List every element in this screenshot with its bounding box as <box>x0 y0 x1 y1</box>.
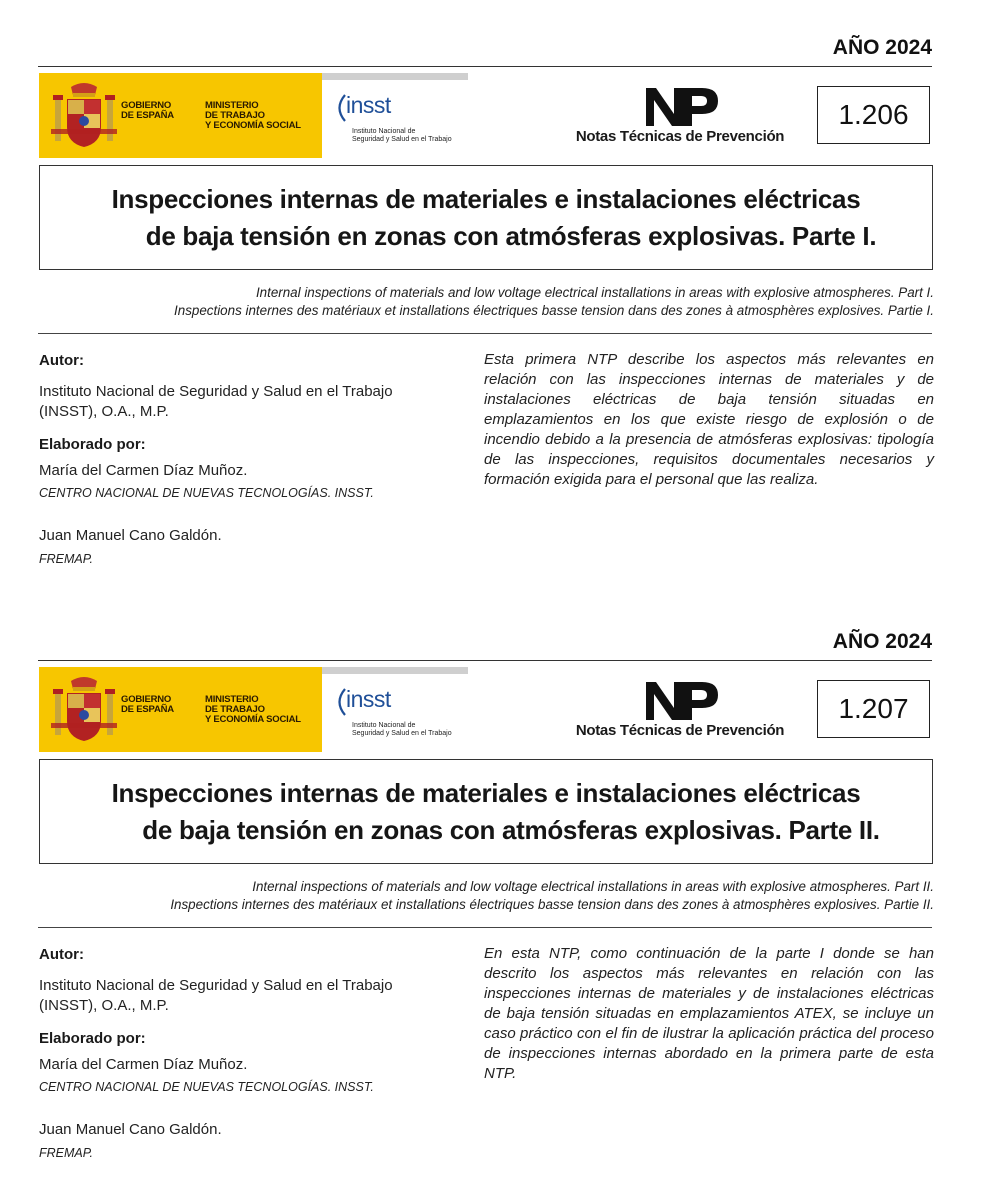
author-line-2: (INSST), O.A., M.P. <box>39 403 169 420</box>
insst-arc-icon <box>333 687 347 717</box>
elaborator-1-institution: CENTRO NACIONAL DE NUEVAS TECNOLOGÍAS. INSST. <box>39 486 374 500</box>
coat-of-arms-icon <box>51 81 117 151</box>
ntp-mark-icon <box>644 86 720 126</box>
author-line-1: Instituto Nacional de Seguridad y Salud en el Trabajo <box>39 383 393 400</box>
english-title: Internal inspections of materials and low voltage electrical installations in areas with explosive atmospheres. Part II. <box>252 879 934 894</box>
ministry-name: MINISTERIO DE TRABAJO Y ECONOMÍA SOCIAL <box>205 694 301 725</box>
insst-arc-icon <box>333 93 347 123</box>
section-divider <box>38 927 932 928</box>
elaborator-2-name: Juan Manuel Cano Galdón. <box>39 527 222 544</box>
author-label: Autor: <box>39 946 84 963</box>
ntp-caption: Notas Técnicas de Prevención <box>575 128 785 145</box>
government-name: GOBIERNO DE ESPAÑA <box>121 100 174 121</box>
ntp-number: 1.206 <box>817 86 930 144</box>
french-title: Inspections internes des matériaux et installations électriques basse tension dans des zones à atmosphères explosives. Partie I. <box>174 303 934 318</box>
french-title: Inspections internes des matériaux et installations électriques basse tension dans des zones à atmosphères explosives. Partie II. <box>170 897 934 912</box>
top-divider <box>38 66 932 67</box>
government-logo-band <box>39 73 322 158</box>
insst-wordmark: insst <box>346 686 391 712</box>
ministry-name: MINISTERIO DE TRABAJO Y ECONOMÍA SOCIAL <box>205 100 301 131</box>
insst-logo <box>330 684 470 746</box>
year-label: AÑO 2024 <box>832 36 932 59</box>
government-logo-band <box>39 667 322 752</box>
ntp-header-1207 <box>0 594 990 1184</box>
ntp-logo <box>572 680 788 746</box>
title-line-2: de baja tensión en zonas con atmósferas explosivas. Parte I. <box>145 221 877 251</box>
elaborated-label: Elaborado por: <box>39 1030 146 1047</box>
ntp-caption: Notas Técnicas de Prevención <box>575 722 785 739</box>
english-title: Internal inspections of materials and low voltage electrical installations in areas with explosive atmospheres. Part I. <box>255 285 934 300</box>
elaborator-2-institution: FREMAP. <box>39 552 93 566</box>
grey-accent-bar <box>322 73 468 80</box>
author-line-1: Instituto Nacional de Seguridad y Salud en el Trabajo <box>39 977 393 994</box>
ntp-header-1206 <box>0 0 990 590</box>
insst-subtitle: Instituto Nacional de Seguridad y Salud en el Trabajo <box>352 722 452 737</box>
author-line-2: (INSST), O.A., M.P. <box>39 997 169 1014</box>
elaborator-2-name: Juan Manuel Cano Galdón. <box>39 1121 222 1138</box>
title-box <box>39 165 933 270</box>
elaborator-1-institution: CENTRO NACIONAL DE NUEVAS TECNOLOGÍAS. INSST. <box>39 1080 374 1094</box>
abstract: Esta primera NTP describe los aspectos más relevantes en relación con las inspecciones internas de materiales y de instalaciones eléctricas de baja tensión situadas en emplazamientos en los que existe riesgo de explosión o de incendio debido a la presencia de atmósferas explosivas: tipología de las inspecciones, requisitos documentales necesarios y formación exigida para el personal que las realiza. <box>484 351 934 488</box>
title-box <box>39 759 933 864</box>
elaborator-1-name: María del Carmen Díaz Muñoz. <box>39 462 248 479</box>
year-label: AÑO 2024 <box>832 630 932 653</box>
elaborated-label: Elaborado por: <box>39 436 146 453</box>
elaborator-2-institution: FREMAP. <box>39 1146 93 1160</box>
ntp-logo <box>572 86 788 152</box>
ntp-mark-icon <box>644 680 720 720</box>
government-name: GOBIERNO DE ESPAÑA <box>121 694 174 715</box>
title-line-2: de baja tensión en zonas con atmósferas explosivas. Parte II. <box>142 815 880 845</box>
insst-subtitle: Instituto Nacional de Seguridad y Salud en el Trabajo <box>352 128 452 143</box>
elaborator-1-name: María del Carmen Díaz Muñoz. <box>39 1056 248 1073</box>
insst-wordmark: insst <box>346 92 391 118</box>
coat-of-arms-icon <box>51 675 117 745</box>
translated-titles <box>14 284 934 320</box>
author-label: Autor: <box>39 352 84 369</box>
insst-logo <box>330 90 470 152</box>
top-divider <box>38 660 932 661</box>
translated-titles <box>14 878 934 914</box>
title-line-1: Inspecciones internas de materiales e instalaciones eléctricas <box>111 184 861 214</box>
ntp-number: 1.207 <box>817 680 930 738</box>
abstract: En esta NTP, como continuación de la parte I donde se han descrito los aspectos más relevantes en relación con las inspecciones internas de materiales y de instalaciones eléctricas de baja tensión situadas en emplazamientos ATEX, se incluye un caso práctico con el fin de ilustrar la aplicación práctica del proceso de inspecciones internas abordado en la primera parte de esta NTP. <box>484 945 934 1082</box>
title-line-1: Inspecciones internas de materiales e instalaciones eléctricas <box>111 778 861 808</box>
section-divider <box>38 333 932 334</box>
grey-accent-bar <box>322 667 468 674</box>
